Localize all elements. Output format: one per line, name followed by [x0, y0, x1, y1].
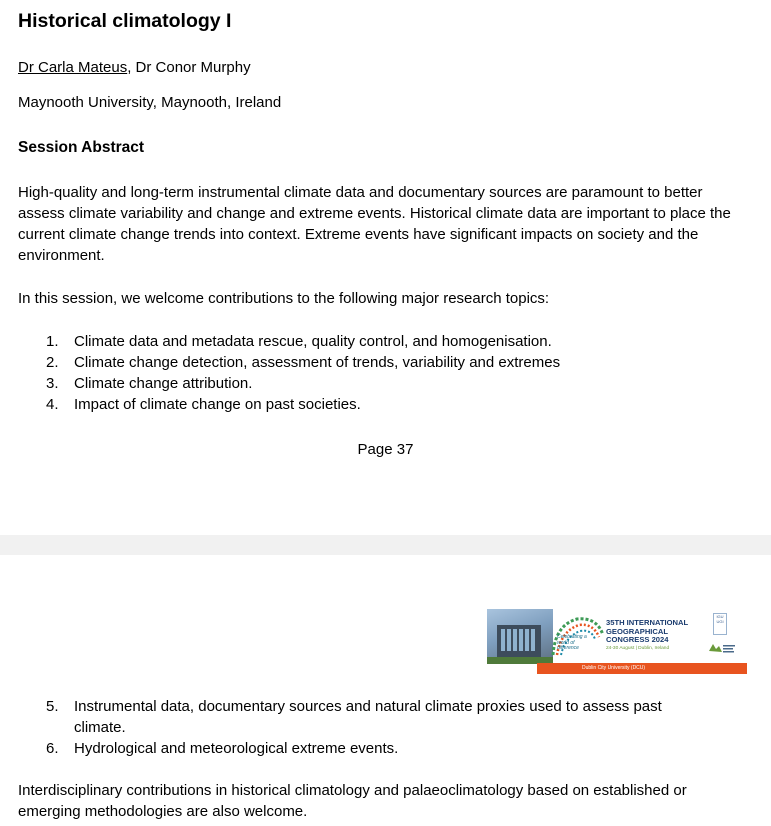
igu-logo: IGU UGI: [713, 613, 727, 635]
document-page-38: [0, 555, 771, 826]
list-item-text: Climate change attribution.: [74, 375, 253, 392]
page-number: Page 37: [357, 441, 414, 458]
banner-tagline: Celebrating a world of difference: [557, 634, 587, 651]
session-abstract-heading: Session Abstract: [18, 139, 145, 156]
research-topics-list: [0, 331, 771, 415]
list-item-number: 6.: [46, 740, 59, 757]
page-separator: [0, 535, 771, 555]
list-item-text: Climate data and metadata rescue, quality control, and homogenisation.: [74, 333, 552, 350]
list-item: [0, 394, 709, 415]
list-item-text: Impact of climate change on past societies.: [74, 396, 361, 413]
list-item-text: Instrumental data, documentary sources and natural climate proxies used to assess past climate.: [74, 698, 662, 736]
congress-line: 35TH INTERNATIONAL: [606, 618, 689, 627]
list-item-number: 4.: [46, 396, 59, 413]
building-windows: [501, 629, 537, 651]
lead-author-name: Dr Carla Mateus: [18, 59, 128, 76]
society-logo: [706, 641, 736, 655]
igc-2024-banner: [487, 609, 747, 674]
venue-strip: Dublin City University (DCU): [537, 663, 747, 674]
co-author-names: , Dr Conor Murphy: [127, 59, 251, 76]
list-item-text: Hydrological and meteorological extreme events.: [74, 740, 399, 757]
affiliation: Maynooth University, Maynooth, Ireland: [18, 94, 282, 111]
list-item: [0, 373, 709, 394]
list-item: [0, 331, 709, 352]
list-item-number: 2.: [46, 354, 59, 371]
list-item-number: 5.: [46, 698, 59, 715]
closing-paragraph: Interdisciplinary contributions in historical climatology and palaeoclimatology based on established or emerging methodologies are also welcome.: [18, 782, 687, 820]
session-title: Historical climatology I: [18, 10, 232, 32]
authors-line: [18, 59, 251, 76]
congress-line: CONGRESS 2024: [606, 635, 669, 644]
list-item: [0, 696, 709, 738]
list-item-number: 3.: [46, 375, 59, 392]
congress-dates: 24-30 August | Dublin, Ireland: [606, 646, 670, 651]
list-item: [0, 352, 709, 373]
congress-name: [606, 619, 706, 645]
intro-paragraph: In this session, we welcome contributions to the following major research topics:: [18, 290, 550, 307]
list-item: [0, 738, 709, 759]
congress-line: GEOGRAPHICAL: [606, 626, 669, 636]
list-item-text: Climate change detection, assessment of trends, variability and extremes: [74, 354, 561, 371]
research-topics-list-continued: [0, 696, 771, 759]
campus-photo: [487, 609, 553, 664]
abstract-paragraph: High-quality and long-term instrumental climate data and documentary sources are paramount to better assess climate variability and change and extreme events. Historical climate data are important to place the current climate change trends into context. Extreme events have significant impacts on society and the environment.: [18, 184, 731, 264]
list-item-number: 1.: [46, 333, 59, 350]
